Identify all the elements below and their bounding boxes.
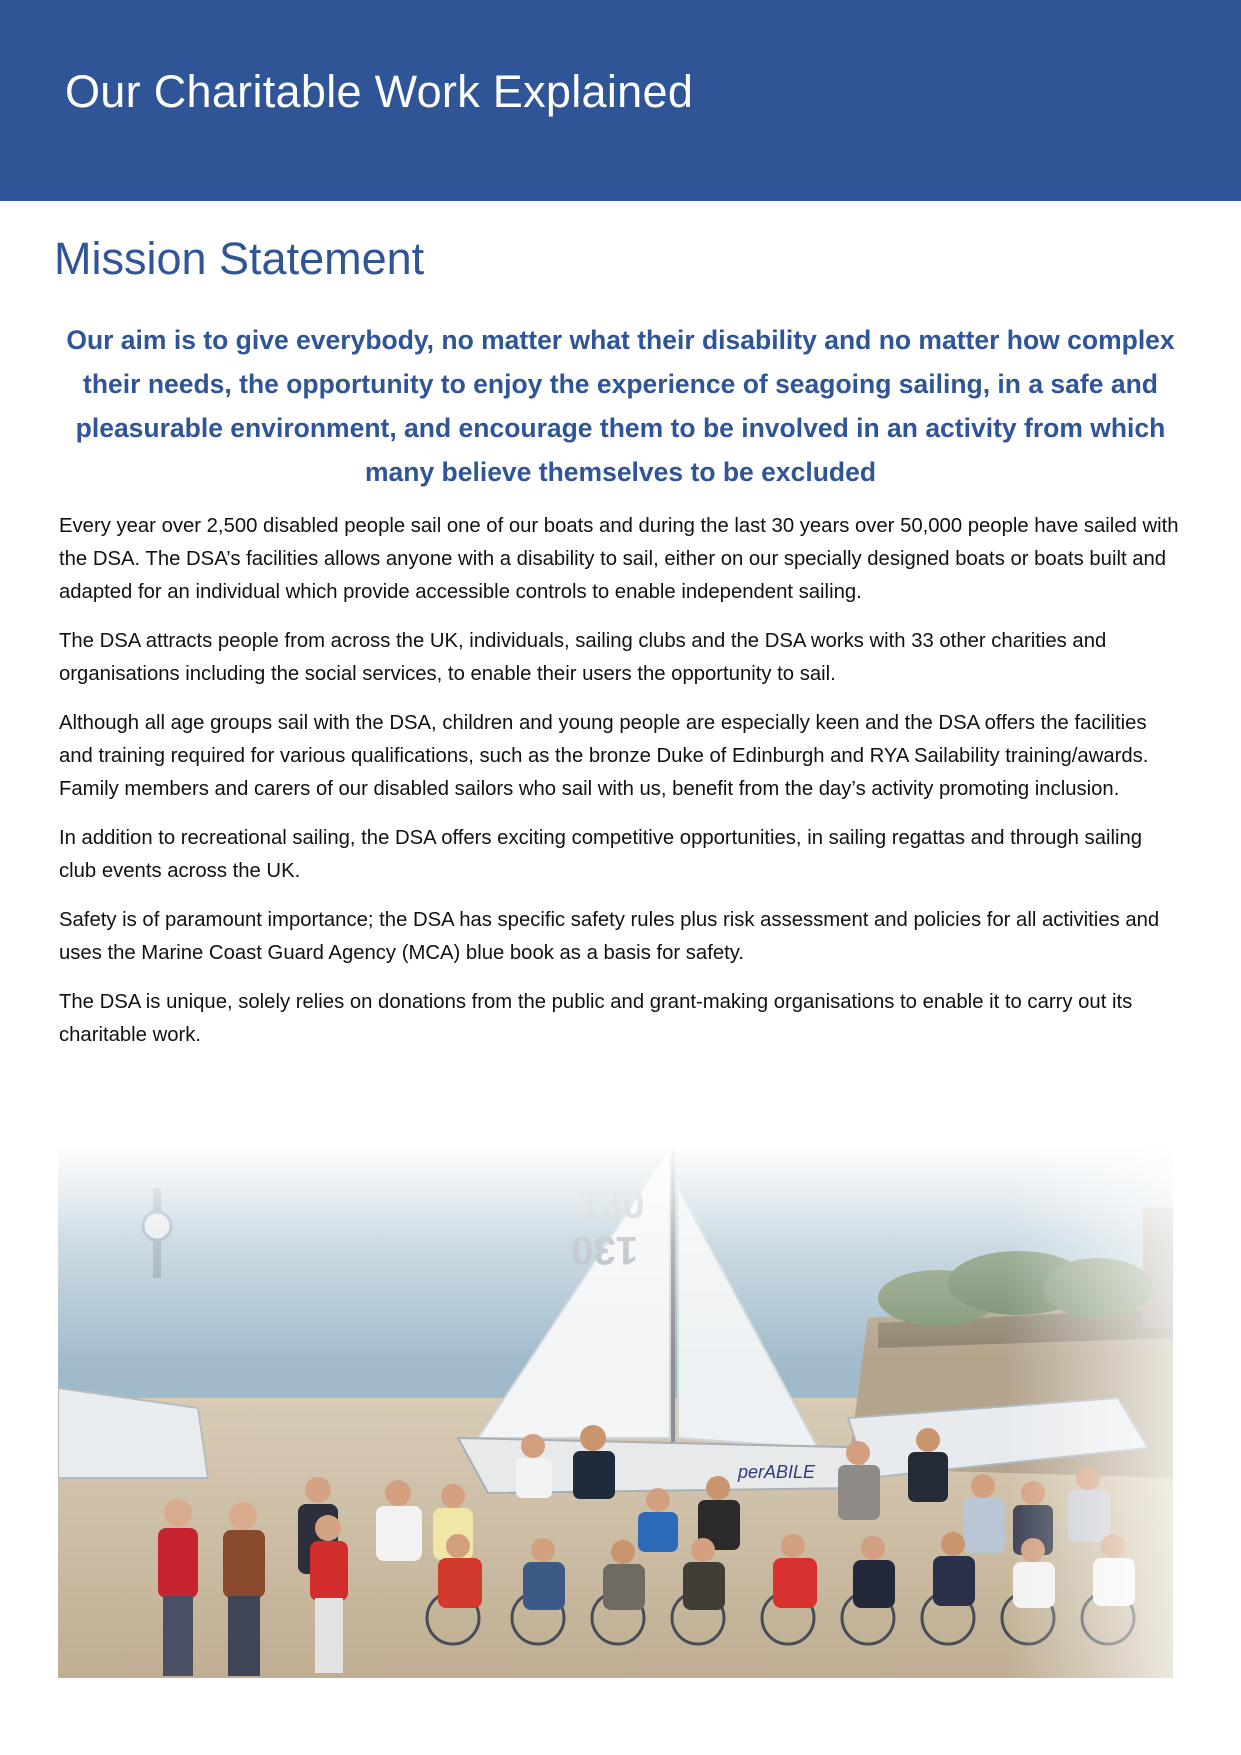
paragraph: Although all age groups sail with the DSA, children and young people are especially keen and the DSA offers the facilities and training required for various qualifications, such as the bronze Duke of Edinburgh and RYA Sailability training/awards. Family members and carers of our disabled sailors who sail with us, benefit from the day’s activity promoting inclusion. <box>59 712 1149 800</box>
paragraph: The DSA is unique, solely relies on donations from the public and grant-making organisations to enable it to carry out its charitable work. <box>59 991 1133 1046</box>
body-text <box>59 510 1179 1068</box>
mission-statement: Our aim is to give everybody, no matter what their disability and no matter how complex their needs, the opportunity to enjoy the experience of seagoing sailing, in a safe and pleasurable environment, and encourage them to be involved in an activity from which many believe themselves to be excluded <box>66 325 1175 487</box>
paragraph: Safety is of paramount importance; the DSA has specific safety rules plus risk assessment and policies for all activities and uses the Marine Coast Guard Agency (MCA) blue book as a basis for safety. <box>59 909 1160 964</box>
paragraph: Every year over 2,500 disabled people sail one of our boats and during the last 30 years over 50,000 people have sailed with the DSA. The DSA’s facilities allows anyone with a disability to sail, either on our specially designed boats or boats built and adapted for an individual which provide accessible controls to enable independent sailing. <box>59 515 1179 603</box>
paragraph: The DSA attracts people from across the UK, individuals, sailing clubs and the DSA works with 33 other charities and organisations including the social services, to enable their users the opportunity to sail. <box>59 630 1107 685</box>
paragraph: In addition to recreational sailing, the DSA offers exciting competitive opportunities, in sailing regattas and through sailing club events across the UK. <box>59 827 1143 882</box>
group-photo <box>58 1148 1173 1678</box>
section-title: Mission Statement <box>54 233 425 284</box>
page-title: Our Charitable Work Explained <box>65 66 694 117</box>
header-band <box>0 0 1241 201</box>
